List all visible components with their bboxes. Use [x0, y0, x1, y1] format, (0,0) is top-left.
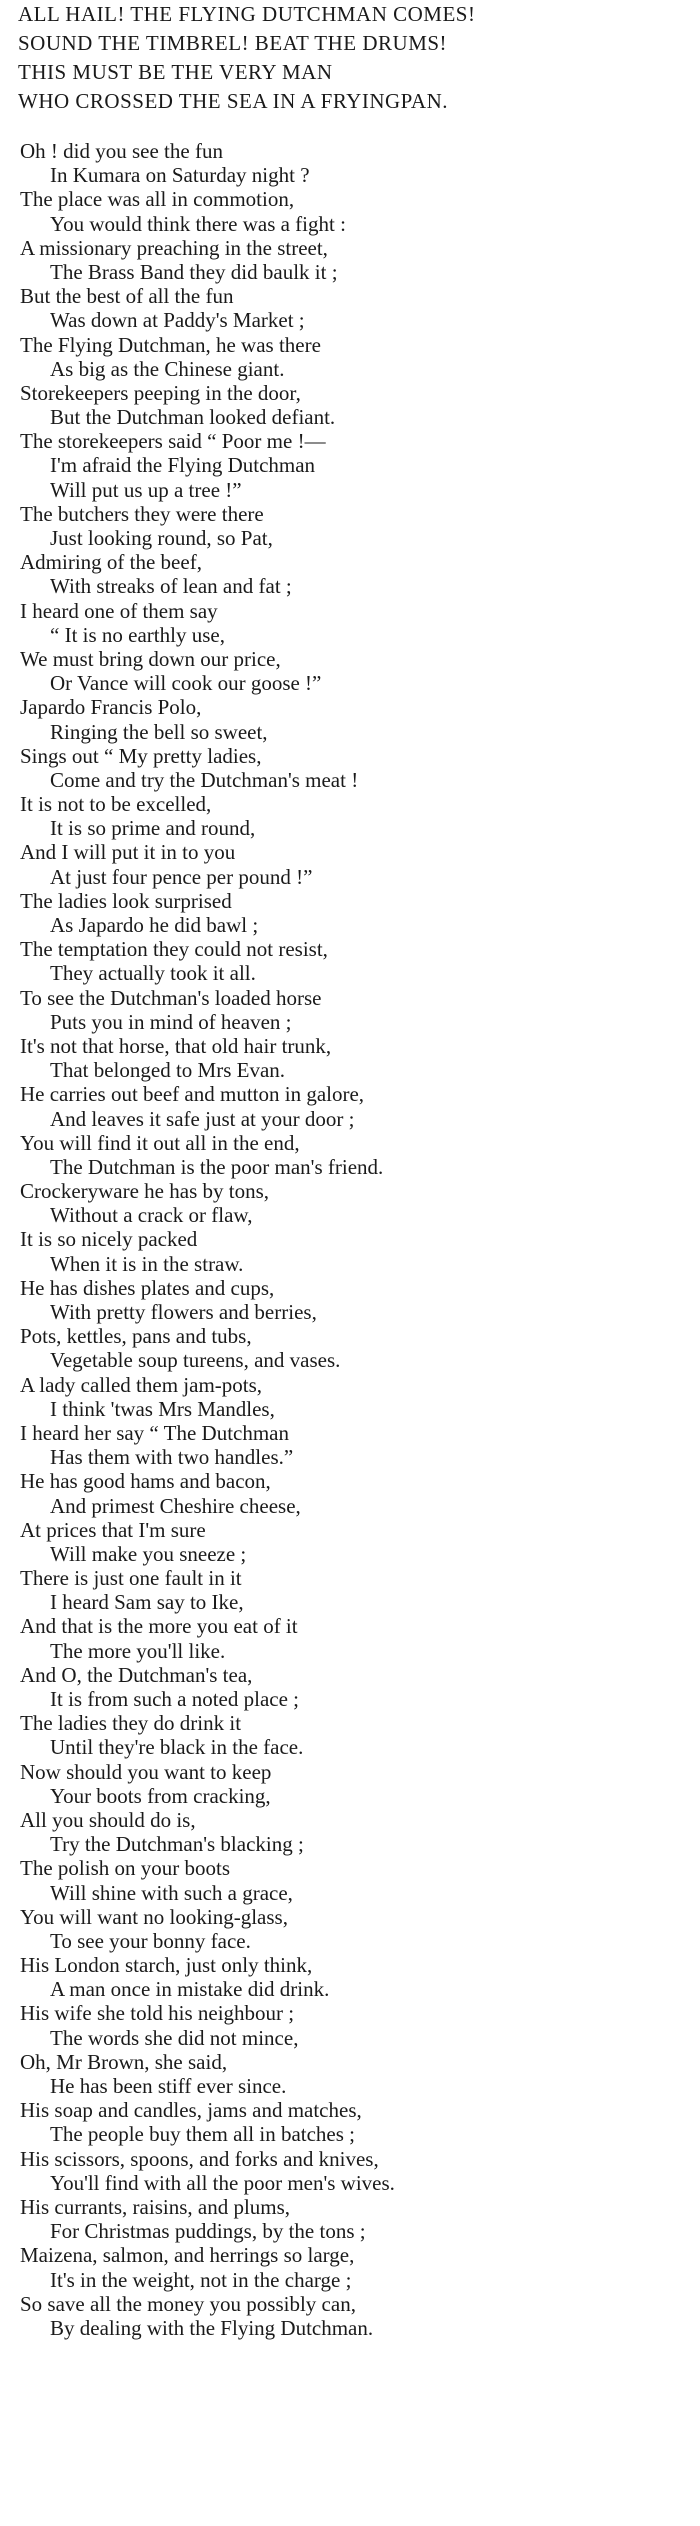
poem-line: When it is in the straw. — [50, 1251, 244, 1276]
poem-line: You would think there was a fight : — [50, 211, 346, 236]
poem-line: It is from such a noted place ; — [50, 1687, 300, 1711]
poem-line: Will make you sneeze ; — [50, 1541, 247, 1566]
poem-line: There is just one fault in it — [20, 1566, 242, 1591]
poem-line: But the Dutchman looked defiant. — [50, 405, 336, 430]
poem-line: Until they're black in the face. — [50, 1735, 304, 1760]
poem-line: We must bring down our price, — [20, 646, 281, 671]
header-line: ALL HAIL! THE FLYING DUTCHMAN COMES! — [18, 2, 476, 26]
poem-line: Now should you want to keep — [20, 1759, 272, 1784]
poem-line: You'll find with all the poor men's wives. — [50, 2170, 395, 2195]
poem-line: It's not that horse, that old hair trunk, — [20, 1033, 332, 1058]
poem-line: Oh, Mr Brown, she said, — [20, 2049, 228, 2074]
poem-line: Try the Dutchman's blacking ; — [50, 1832, 304, 1857]
poem-line: For Christmas puddings, by the tons ; — [50, 2219, 366, 2244]
poem-line: The butchers they were there — [20, 501, 264, 526]
header-line: WHO CROSSED THE SEA IN A FRYINGPAN. — [18, 89, 448, 113]
header-line: THIS MUST BE THE VERY MAN — [18, 60, 333, 84]
poem-line: Your boots from cracking, — [50, 1783, 271, 1808]
poem-line: As Japardo he did bawl ; — [50, 913, 259, 937]
poem-line: Was down at Paddy's Market ; — [50, 308, 305, 333]
poem-line: To see your bonny face. — [50, 1928, 251, 1953]
poem-line: Admiring of the beef, — [20, 550, 202, 575]
poem-line: Pots, kettles, pans and tubs, — [20, 1324, 252, 1349]
poem-line: A man once in mistake did drink. — [50, 1977, 330, 2002]
poem-line: The people buy them all in batches ; — [50, 2122, 355, 2147]
poem-line: And I will put it in to you — [20, 840, 236, 865]
poem-line: The Brass Band they did baulk it ; — [50, 259, 338, 284]
poem-line: Has them with two handles.” — [50, 1445, 294, 1470]
poem-line: His currants, raisins, and plums, — [20, 2194, 291, 2219]
poem-line: That belonged to Mrs Evan. — [50, 1058, 286, 1083]
poem-line: The words she did not mince, — [50, 2025, 299, 2050]
poem-line: They actually took it all. — [50, 961, 256, 986]
poem-line: The Dutchman is the poor man's friend. — [50, 1154, 384, 1179]
poem-line: I think 'twas Mrs Mandles, — [50, 1396, 275, 1421]
poem-line: But the best of all the fun — [20, 284, 234, 309]
poem-line: His soap and candles, jams and matches, — [20, 2098, 362, 2123]
poem-line: The place was all in commotion, — [20, 187, 295, 212]
poem-line: His wife she told his neighbour ; — [20, 2001, 295, 2026]
poem-line: Puts you in mind of heaven ; — [50, 1009, 292, 1034]
poem-line: He has good hams and bacon, — [20, 1469, 271, 1494]
poem-line: Oh ! did you see the fun — [20, 139, 223, 163]
poem-line: It is so prime and round, — [50, 816, 256, 841]
poem-header — [18, 0, 700, 116]
poem-line: Japardo Francis Polo, — [20, 695, 202, 720]
poem-line: All you should do is, — [20, 1807, 196, 1832]
poem-line: “ It is no earthly use, — [50, 622, 225, 647]
poem-line: The polish on your boots — [20, 1856, 230, 1881]
poem-line: A lady called them jam-pots, — [20, 1372, 263, 1397]
poem-line: The ladies look surprised — [20, 888, 232, 913]
poem-line: He has dishes plates and cups, — [20, 1275, 275, 1300]
poem-line: You will find it out all in the end, — [20, 1130, 300, 1155]
poem-line: He has been stiff ever since. — [50, 2074, 287, 2098]
poem-line: Maizena, salmon, and herrings so large, — [20, 2243, 355, 2268]
poem-line: Vegetable soup tureens, and vases. — [50, 1348, 341, 1373]
poem-line: And leaves it safe just at your door ; — [50, 1106, 355, 1131]
poem-line: His scissors, spoons, and forks and knives, — [20, 2146, 379, 2171]
poem-line: The more you'll like. — [50, 1638, 226, 1663]
poem-line: Or Vance will cook our goose !” — [50, 671, 322, 696]
poem-line: And that is the more you eat of it — [20, 1614, 298, 1639]
poem-line: Without a crack or flaw, — [50, 1203, 253, 1228]
poem-line: And primest Cheshire cheese, — [50, 1493, 301, 1518]
poem-line: The ladies they do drink it — [20, 1711, 242, 1736]
poem-line: I heard her say “ The Dutchman — [20, 1420, 290, 1445]
poem-line: The Flying Dutchman, he was there — [20, 332, 321, 357]
header-line: SOUND THE TIMBREL! BEAT THE DRUMS! — [18, 31, 448, 55]
poem-line: It's in the weight, not in the charge ; — [50, 2267, 352, 2292]
poem-line: His London starch, just only think, — [20, 1953, 313, 1978]
poem-body — [20, 139, 700, 2340]
poem-line: I heard one of them say — [20, 598, 218, 623]
poem-line: Storekeepers peeping in the door, — [20, 380, 301, 405]
poem-line: A missionary preaching in the street, — [20, 235, 328, 260]
poem-line: By dealing with the Flying Dutchman. — [50, 2315, 374, 2340]
poem-line: He carries out beef and mutton in galore, — [20, 1082, 365, 1107]
poem-line: It is not to be excelled, — [20, 792, 212, 817]
poem-line: The temptation they could not resist, — [20, 937, 328, 962]
poem-line: In Kumara on Saturday night ? — [50, 163, 310, 188]
poem-line: You will want no looking-glass, — [20, 1904, 288, 1929]
poem-line: I'm afraid the Flying Dutchman — [50, 453, 316, 478]
poem-line: As big as the Chinese giant. — [50, 356, 285, 381]
poem-line: It is so nicely packed — [20, 1227, 198, 1252]
poem-line: With streaks of lean and fat ; — [50, 574, 292, 599]
poem-line: To see the Dutchman's loaded horse — [20, 985, 322, 1010]
poem-line: I heard Sam say to Ike, — [50, 1590, 244, 1615]
poem-line: Sings out “ My pretty ladies, — [20, 743, 262, 768]
poem-line: At just four pence per pound !” — [50, 864, 313, 889]
poem-line: At prices that I'm sure — [20, 1517, 206, 1542]
poem-line: And O, the Dutchman's tea, — [20, 1662, 253, 1687]
poem-line: So save all the money you possibly can, — [20, 2291, 356, 2316]
poem-line: Just looking round, so Pat, — [50, 526, 273, 550]
poem-line: Will put us up a tree !” — [50, 477, 242, 502]
poem-line: Ringing the bell so sweet, — [50, 719, 268, 744]
poem-line: With pretty flowers and berries, — [50, 1300, 317, 1324]
poem-line: Come and try the Dutchman's meat ! — [50, 767, 359, 792]
poem-line: Will shine with such a grace, — [50, 1880, 293, 1905]
poem-line: Crockeryware he has by tons, — [20, 1179, 270, 1204]
poem-line: The storekeepers said “ Poor me !— — [20, 429, 326, 454]
